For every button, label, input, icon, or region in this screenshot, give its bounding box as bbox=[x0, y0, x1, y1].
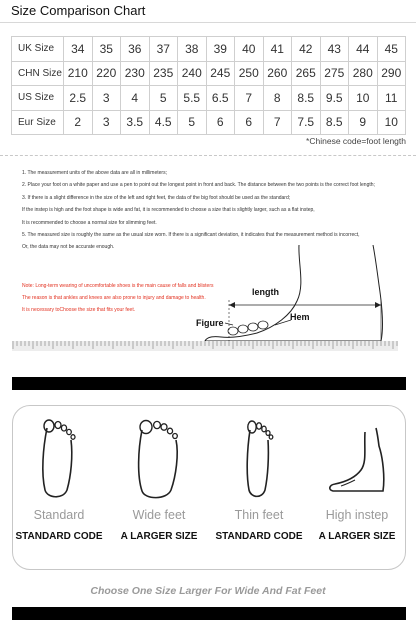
size-row-label: US Size bbox=[12, 86, 64, 111]
foot-type-name: Thin feet bbox=[234, 508, 284, 522]
size-cell: 6 bbox=[235, 110, 264, 135]
size-cell: 2 bbox=[64, 110, 93, 135]
size-cell: 36 bbox=[121, 37, 150, 62]
size-cell: 35 bbox=[92, 37, 121, 62]
size-cell: 4 bbox=[121, 86, 150, 111]
foot-outline bbox=[205, 245, 382, 341]
warning-notes bbox=[22, 283, 214, 319]
size-cell: 235 bbox=[149, 61, 178, 86]
size-cell: 9.5 bbox=[320, 86, 349, 111]
size-row bbox=[12, 61, 406, 86]
foot-type-name: Standard bbox=[33, 508, 85, 522]
size-cell: 8.5 bbox=[320, 110, 349, 135]
size-cell: 210 bbox=[64, 61, 93, 86]
foot-type-name: Wide feet bbox=[132, 508, 186, 522]
size-cell: 245 bbox=[206, 61, 235, 86]
size-cell: 3 bbox=[92, 110, 121, 135]
foot-type-thin bbox=[213, 406, 305, 571]
size-cell: 4.5 bbox=[149, 110, 178, 135]
size-cell: 10 bbox=[377, 110, 406, 135]
bottom-black-bar bbox=[12, 607, 406, 620]
ruler bbox=[12, 341, 398, 351]
size-cell: 39 bbox=[206, 37, 235, 62]
size-cell: 260 bbox=[263, 61, 292, 86]
dashed-divider bbox=[0, 155, 416, 156]
size-cell: 7 bbox=[263, 110, 292, 135]
size-cell: 8.5 bbox=[292, 86, 321, 111]
standard-foot-icon bbox=[29, 418, 89, 503]
size-cell: 41 bbox=[263, 37, 292, 62]
thin-foot-icon bbox=[229, 418, 289, 503]
size-cell: 42 bbox=[292, 37, 321, 62]
size-cell: 34 bbox=[64, 37, 93, 62]
instruction-line: Or, the data may not be accurate enough. bbox=[22, 244, 115, 251]
advice-banner: Choose One Size Larger For Wide And Fat Feet bbox=[90, 585, 326, 597]
size-row bbox=[12, 86, 406, 111]
hem-label: Hem bbox=[290, 312, 310, 322]
size-cell: 3 bbox=[92, 86, 121, 111]
foot-type-standard bbox=[13, 406, 105, 571]
size-cell: 7 bbox=[235, 86, 264, 111]
instruction-line: It is recommended to choose a normal size for slimming feet. bbox=[22, 219, 157, 226]
size-cell: 280 bbox=[349, 61, 378, 86]
arrow-head-right bbox=[375, 302, 381, 308]
size-cell: 250 bbox=[235, 61, 264, 86]
size-cell: 44 bbox=[349, 37, 378, 62]
high-instep-icon bbox=[327, 418, 387, 503]
foot-type-code: A LARGER SIZE bbox=[318, 531, 396, 542]
size-cell: 38 bbox=[178, 37, 207, 62]
size-cell: 45 bbox=[377, 37, 406, 62]
size-row bbox=[12, 37, 406, 62]
toe bbox=[248, 323, 258, 331]
size-cell: 265 bbox=[292, 61, 321, 86]
foot-type-code: STANDARD CODE bbox=[15, 531, 103, 542]
foot-type-high-instep bbox=[311, 406, 403, 571]
warning-line: Note: Long-term wearing of uncomfortable shoes is the main cause of falls and blisters bbox=[22, 283, 214, 289]
foot-type-code: A LARGER SIZE bbox=[120, 531, 198, 542]
size-cell: 2.5 bbox=[64, 86, 93, 111]
warning-line: The reason is that ankles and knees are also prone to injury and damage to health. bbox=[22, 295, 206, 301]
foot-types-card bbox=[12, 405, 406, 570]
instruction-line: 5. The measured size is roughly the same as the usual size worn. If there is a significant deviation, it indicates that the measurement method is incorrect, bbox=[22, 231, 360, 238]
size-cell: 230 bbox=[121, 61, 150, 86]
size-row-label: Eur Size bbox=[12, 110, 64, 135]
instruction-line: 1. The measurement units of the above data are all in millimeters; bbox=[22, 170, 167, 176]
size-cell: 9 bbox=[349, 110, 378, 135]
foot-measure-diagram bbox=[195, 245, 385, 345]
size-cell: 40 bbox=[235, 37, 264, 62]
page-title: Size Comparison Chart bbox=[11, 3, 146, 18]
size-cell: 7.5 bbox=[292, 110, 321, 135]
figure-label: Figure bbox=[196, 318, 224, 328]
size-cell: 240 bbox=[178, 61, 207, 86]
size-cell: 37 bbox=[149, 37, 178, 62]
size-cell: 220 bbox=[92, 61, 121, 86]
size-cell: 43 bbox=[320, 37, 349, 62]
size-row bbox=[12, 110, 406, 135]
size-cell: 5.5 bbox=[178, 86, 207, 111]
size-note: *Chinese code=foot length bbox=[306, 136, 406, 146]
instruction-line: 2. Place your foot on a white paper and use a pen to point out the longest point in front and back. The distance between the two points is the correct foot length; bbox=[22, 182, 375, 189]
toe bbox=[238, 325, 248, 333]
size-cell: 8 bbox=[263, 86, 292, 111]
instruction-line: 3. If there is a slight difference in the size of the left and right feet, the data of the big foot should be used as the standard; bbox=[22, 194, 291, 201]
size-cell: 11 bbox=[377, 86, 406, 111]
size-row-label: UK Size bbox=[12, 37, 64, 62]
measurement-instructions bbox=[22, 170, 402, 257]
title-divider bbox=[0, 22, 416, 23]
size-cell: 290 bbox=[377, 61, 406, 86]
warning-line: It is necessary toChoose the size that fits your feet. bbox=[22, 307, 136, 313]
size-cell: 5 bbox=[149, 86, 178, 111]
size-table bbox=[11, 36, 406, 135]
wide-foot-icon bbox=[129, 418, 189, 503]
foot-type-code: STANDARD CODE bbox=[215, 531, 303, 542]
size-cell: 6.5 bbox=[206, 86, 235, 111]
toe bbox=[228, 327, 238, 335]
size-cell: 275 bbox=[320, 61, 349, 86]
arrow-head-left bbox=[229, 302, 235, 308]
size-row-label: CHN Size bbox=[12, 61, 64, 86]
size-cell: 5 bbox=[178, 110, 207, 135]
size-cell: 3.5 bbox=[121, 110, 150, 135]
foot-type-wide bbox=[113, 406, 205, 571]
toe bbox=[258, 321, 268, 329]
foot-type-name: High instep bbox=[325, 508, 389, 522]
black-divider-bar bbox=[12, 377, 406, 390]
instruction-line: If the instep is high and the foot shape is wide and fat, it is recommended to choose a size that is slightly larger, such as a flat instep, bbox=[22, 207, 315, 214]
length-label: length bbox=[252, 287, 279, 297]
size-cell: 6 bbox=[206, 110, 235, 135]
size-cell: 10 bbox=[349, 86, 378, 111]
